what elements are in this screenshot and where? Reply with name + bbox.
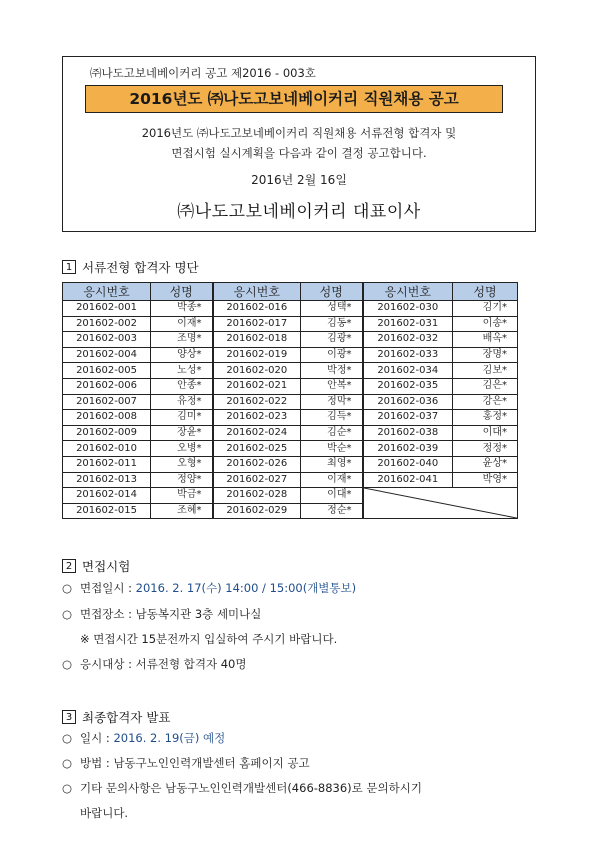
notice-signer: ㈜나도고보네베이커리 대표이사 (177, 202, 421, 222)
table-row (63, 456, 518, 472)
applicant-name-cell: 이대* (453, 425, 518, 441)
bullet-circle: ○ (62, 581, 73, 595)
result-date (62, 730, 225, 746)
applicant-id-cell: 201602-024 (213, 425, 301, 441)
result-date-label: 일시 : (80, 731, 110, 745)
table-row (63, 472, 518, 488)
table-row (63, 441, 518, 457)
section1-title (62, 258, 199, 276)
table-row (63, 378, 518, 394)
notice-header-box (62, 56, 536, 232)
applicant-id-cell: 201602-022 (213, 394, 301, 410)
applicant-id-cell: 201602-030 (363, 301, 453, 317)
bullet-circle: ○ (62, 756, 73, 770)
applicant-id-cell: 201602-038 (363, 425, 453, 441)
result-inquiry-text: 기타 문의사항은 남동구노인인력개발센터(466-8836)로 문의하시기 (80, 781, 422, 795)
applicant-id-cell: 201602-026 (213, 456, 301, 472)
applicant-name-cell: 오병* (151, 441, 213, 457)
section3-title (62, 708, 171, 726)
applicant-id-cell: 201602-029 (213, 503, 301, 519)
applicant-name-cell: 김미* (151, 410, 213, 426)
result-method (62, 755, 310, 771)
bullet-circle: ○ (62, 731, 73, 745)
applicant-id-cell: 201602-003 (63, 332, 151, 348)
applicant-name-cell: 김득* (301, 410, 363, 426)
notice-number: ㈜나도고보네베이커리 공고 제2016 - 003호 (90, 66, 316, 80)
result-inquiry-cont: 바랍니다. (80, 806, 129, 820)
applicant-id-cell: 201602-031 (363, 316, 453, 332)
col-header: 성명 (453, 283, 518, 301)
applicant-name-cell: 이송* (453, 316, 518, 332)
applicant-id-cell: 201602-008 (63, 410, 151, 426)
applicant-name-cell: 박금* (151, 488, 213, 504)
applicant-id-cell: 201602-041 (363, 472, 453, 488)
applicant-id-cell: 201602-033 (363, 347, 453, 363)
section2-number: 2 (62, 559, 76, 573)
interview-target (62, 656, 246, 672)
interview-location-text: 면접장소 : 남동복지관 3층 세미나실 (80, 607, 262, 621)
table-row (63, 363, 518, 379)
applicant-id-cell: 201602-004 (63, 347, 151, 363)
applicant-id-cell: 201602-028 (213, 488, 301, 504)
intro-line-2: 면접시험 실시계획을 다음과 같이 결정 공고합니다. (171, 146, 427, 160)
section1-number: 1 (62, 260, 76, 274)
interview-datetime (62, 580, 356, 596)
bullet-circle: ○ (62, 781, 73, 795)
applicant-name-cell: 정순* (301, 503, 363, 519)
applicant-name-cell: 이재* (151, 316, 213, 332)
applicant-name-cell: 최영* (301, 456, 363, 472)
applicant-id-cell: 201602-010 (63, 441, 151, 457)
section1-title-text: 서류전형 합격자 명단 (82, 260, 199, 275)
applicant-name-cell: 김보* (453, 363, 518, 379)
applicant-name-cell: 박순* (301, 441, 363, 457)
diagonal-line (364, 488, 518, 518)
applicant-id-cell: 201602-025 (213, 441, 301, 457)
applicant-id-cell: 201602-015 (63, 503, 151, 519)
applicant-id-cell: 201602-032 (363, 332, 453, 348)
applicant-name-cell: 장명* (453, 347, 518, 363)
intro-line-1: 2016년도 ㈜나도고보네베이커리 직원채용 서류전형 합격자 및 (141, 126, 457, 140)
applicant-name-cell: 오형* (151, 456, 213, 472)
applicant-id-cell: 201602-011 (63, 456, 151, 472)
applicant-name-cell: 조혜* (151, 503, 213, 519)
applicant-name-cell: 김광* (301, 332, 363, 348)
applicant-id-cell: 201602-039 (363, 441, 453, 457)
applicant-id-cell: 201602-021 (213, 378, 301, 394)
applicant-id-cell: 201602-006 (63, 378, 151, 394)
applicant-name-cell: 강은* (453, 394, 518, 410)
table-row (63, 394, 518, 410)
section3-title-text: 최종합격자 발표 (82, 710, 171, 725)
interview-location (62, 606, 261, 622)
table-row (63, 316, 518, 332)
applicant-name-cell: 김동* (301, 316, 363, 332)
interview-datetime-label: 면접일시 : (80, 581, 133, 595)
notice-title: 2016년도 ㈜나도고보네베이커리 직원채용 공고 (85, 85, 503, 113)
col-header: 응시번호 (213, 283, 301, 301)
applicant-id-cell: 201602-009 (63, 425, 151, 441)
applicant-id-cell: 201602-035 (363, 378, 453, 394)
result-date-value: 2016. 2. 19(금) 예정 (113, 731, 226, 745)
applicant-name-cell: 김은* (453, 378, 518, 394)
applicant-name-cell: 안종* (151, 378, 213, 394)
applicant-id-cell: 201602-016 (213, 301, 301, 317)
col-header: 성명 (301, 283, 363, 301)
notice-intro (63, 123, 535, 163)
table-row (63, 410, 518, 426)
table-row (63, 301, 518, 317)
applicant-table (62, 282, 518, 519)
applicant-id-cell: 201602-040 (363, 456, 453, 472)
applicant-name-cell: 이광* (301, 347, 363, 363)
applicant-name-cell: 김기* (453, 301, 518, 317)
applicant-id-cell: 201602-013 (63, 472, 151, 488)
interview-note: ※ 면접시간 15분전까지 입실하여 주시기 바랍니다. (80, 632, 338, 646)
applicant-id-cell: 201602-018 (213, 332, 301, 348)
interview-target-text: 응시대상 : 서류전형 합격자 40명 (80, 657, 247, 671)
notice-date: 2016년 2월 16일 (251, 173, 347, 187)
applicant-name-cell: 정양* (151, 472, 213, 488)
col-header: 응시번호 (63, 283, 151, 301)
interview-datetime-value: 2016. 2. 17(수) 14:00 / 15:00(개별통보) (135, 581, 357, 595)
section2-title (62, 557, 130, 575)
applicant-name-cell: 박영* (453, 472, 518, 488)
col-header: 응시번호 (363, 283, 453, 301)
table-row (63, 488, 518, 504)
table-row (63, 332, 518, 348)
applicant-id-cell: 201602-002 (63, 316, 151, 332)
result-inquiry (62, 780, 422, 796)
bullet-circle: ○ (62, 657, 73, 671)
applicant-id-cell: 201602-034 (363, 363, 453, 379)
applicant-name-cell: 장윤* (151, 425, 213, 441)
empty-diagonal-cell (363, 488, 518, 519)
table-row (63, 425, 518, 441)
applicant-name-cell: 이대* (301, 488, 363, 504)
applicant-name-cell: 정정* (453, 441, 518, 457)
applicant-name-cell: 노성* (151, 363, 213, 379)
table-row (63, 347, 518, 363)
applicant-name-cell: 안복* (301, 378, 363, 394)
bullet-circle: ○ (62, 607, 73, 621)
applicant-id-cell: 201602-014 (63, 488, 151, 504)
applicant-id-cell: 201602-001 (63, 301, 151, 317)
applicant-name-cell: 배옥* (453, 332, 518, 348)
applicant-name-cell: 성택* (301, 301, 363, 317)
section2-title-text: 면접시험 (82, 559, 131, 574)
applicant-id-cell: 201602-019 (213, 347, 301, 363)
applicant-name-cell: 윤상* (453, 456, 518, 472)
applicant-id-cell: 201602-023 (213, 410, 301, 426)
applicant-id-cell: 201602-007 (63, 394, 151, 410)
applicant-id-cell: 201602-037 (363, 410, 453, 426)
applicant-name-cell: 김순* (301, 425, 363, 441)
applicant-name-cell: 박정* (301, 363, 363, 379)
applicant-id-cell: 201602-017 (213, 316, 301, 332)
applicant-name-cell: 양상* (151, 347, 213, 363)
applicant-name-cell: 이재* (301, 472, 363, 488)
applicant-id-cell: 201602-005 (63, 363, 151, 379)
applicant-name-cell: 조명* (151, 332, 213, 348)
applicant-id-cell: 201602-036 (363, 394, 453, 410)
col-header: 성명 (151, 283, 213, 301)
section3-number: 3 (62, 710, 76, 724)
applicant-name-cell: 홍정* (453, 410, 518, 426)
applicant-name-cell: 정막* (301, 394, 363, 410)
table-header-row (63, 283, 518, 301)
applicant-id-cell: 201602-020 (213, 363, 301, 379)
applicant-name-cell: 박종* (151, 301, 213, 317)
applicant-name-cell: 유정* (151, 394, 213, 410)
result-method-text: 방법 : 남동구노인인력개발센터 홈페이지 공고 (80, 756, 310, 770)
applicant-id-cell: 201602-027 (213, 472, 301, 488)
